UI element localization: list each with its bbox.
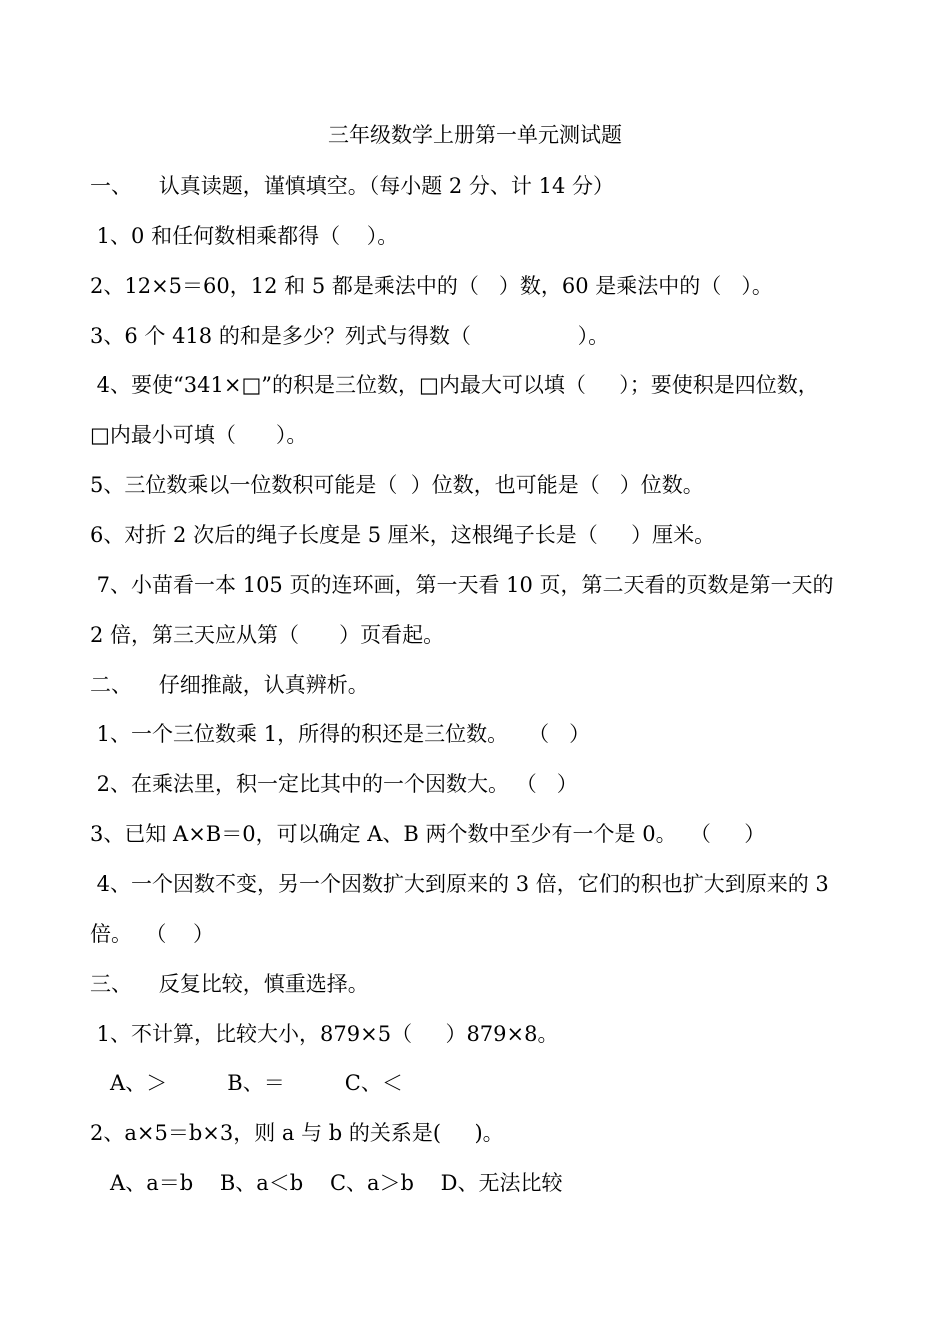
question-1-7: 7、小苗看一本 105 页的连环画，第一天看 10 页，第二天看的页数是第一天的 — [90, 573, 834, 597]
question-3-1: 1、不计算，比较大小，879×5（ ）879×8。 — [90, 1022, 559, 1046]
question-3-1-options: A、＞ B、＝ C、＜ — [90, 1071, 403, 1095]
question-1-4: 4、要使“341×□”的积是三位数，□内最大可以填（ ）；要使积是四位数， — [90, 373, 819, 397]
section-3-heading: 三、 反复比较，慎重选择。 — [90, 972, 369, 996]
question-1-7-continued: 2 倍，第三天应从第（ ）页看起。 — [90, 623, 445, 647]
question-3-2-options: A、a＝b B、a＜b C、a＞b D、无法比较 — [90, 1171, 563, 1195]
question-2-3: 3、已知 A×B＝0，可以确定 A、B 两个数中至少有一个是 0。 （ ） — [90, 822, 766, 846]
question-1-4-continued: □内最小可填（ ）。 — [90, 423, 308, 447]
section-2-heading: 二、 仔细推敲，认真辨析。 — [90, 673, 369, 697]
question-2-4-continued: 倍。 （ ） — [90, 922, 215, 946]
question-3-2: 2、a×5＝b×3，则 a 与 b 的关系是( )。 — [90, 1121, 504, 1145]
question-1-3: 3、6 个 418 的和是多少？列式与得数（ ）。 — [90, 324, 610, 348]
question-2-1: 1、一个三位数乘 1，所得的积还是三位数。 （ ） — [90, 722, 591, 746]
question-1-1: 1、0 和任何数相乘都得（ ）。 — [90, 224, 399, 248]
question-2-4: 4、一个因数不变，另一个因数扩大到原来的 3 倍，它们的积也扩大到原来的 3 — [90, 872, 829, 896]
question-1-2: 2、12×5＝60，12 和 5 都是乘法中的（ ）数，60 是乘法中的（ ）。 — [90, 274, 773, 298]
section-1-heading: 一、 认真读题，谨慎填空。（每小题 2 分、计 14 分） — [90, 174, 614, 198]
question-1-6: 6、对折 2 次后的绳子长度是 5 厘米，这根绳子长是（ ）厘米。 — [90, 523, 716, 547]
question-1-5: 5、三位数乘以一位数积可能是（ ）位数，也可能是（ ）位数。 — [90, 473, 704, 497]
question-2-2: 2、在乘法里，积一定比其中的一个因数大。 （ ） — [90, 772, 578, 796]
document-title: 三年级数学上册第一单元测试题 — [328, 123, 622, 147]
